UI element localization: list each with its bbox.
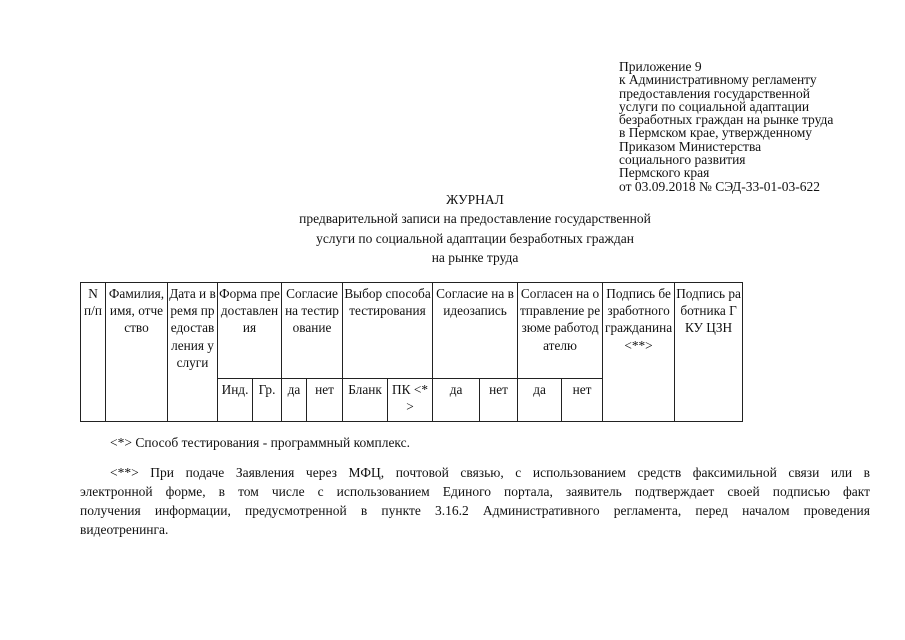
header-signature-worker: Подпись работника ГКУ ЦЗН [675,283,743,422]
footnote-line: видеотренинга. [80,522,169,537]
subheader-yes: да [433,379,480,422]
footnote-one: <*> Способ тестирования - программный комплекс. [110,435,411,450]
subheader-individual: Инд. [218,379,253,422]
header-consent-test: Согласие на тестирование [282,283,343,379]
appendix-line: к Административному регламенту [619,72,817,88]
header-test-method: Выбор способа тестирования [343,283,433,379]
header-signature-unemployed: Подпись безработного гражданина <**> [603,283,675,422]
footnote-line: <**> При подаче Заявления через МФЦ, почтовой связью, с использованием средств факсимильной связи или в [110,465,870,480]
subtitle-line: на рынке труда [431,250,519,265]
appendix-line: в Пермском крае, утвержденному [619,125,813,141]
journal-table [80,282,743,422]
appendix-header [619,60,889,193]
appendix-line: услуги по социальной адаптации [619,98,810,114]
appendix-line: Пермского края [619,165,710,181]
subheader-blank: Бланк [343,379,388,422]
header-full-name: Фамилия, имя, отчество [106,283,168,422]
subheader-no: нет [562,379,603,422]
header-form: Форма предоставления [218,283,282,379]
subheader-pc: ПК <*> [388,379,433,422]
document-title: ЖУРНАЛ [446,192,504,207]
subheader-yes: да [282,379,307,422]
appendix-line: социального развития [619,152,746,168]
appendix-line: Приложение 9 [619,59,702,74]
subheader-group: Гр. [253,379,282,422]
subtitle-line: услуги по социальной адаптации безработных граждан [316,230,634,246]
header-date-time: Дата и время предоставления услуги [168,283,218,422]
subheader-no: нет [307,379,343,422]
footnote-line: электронной форме, в том числе с использованием Единого портала, заявитель подтверждает своей подписью факт [80,484,870,499]
subtitle-line: предварительной записи на предоставление государственной [299,211,651,226]
subheader-no: нет [480,379,518,422]
document-subtitle [230,209,720,268]
header-num: N п/п [81,283,106,422]
appendix-line: безработных граждан на рынке труда [619,112,834,128]
subheader-yes: да [518,379,562,422]
appendix-line: от 03.09.2018 № СЭД-33-01-03-622 [619,178,820,194]
appendix-line: Приказом Министерства [619,138,762,154]
appendix-line: предоставления государственной [619,85,810,101]
header-consent-resume: Согласен на отправление резюме работодателю [518,283,603,379]
footnote-two [80,463,870,539]
header-consent-video: Согласие на видеозапись [433,283,518,379]
footnote-line: получения информации, предусмотренной в пункте 3.16.2 Административного регламента, перед началом проведения [80,503,870,518]
